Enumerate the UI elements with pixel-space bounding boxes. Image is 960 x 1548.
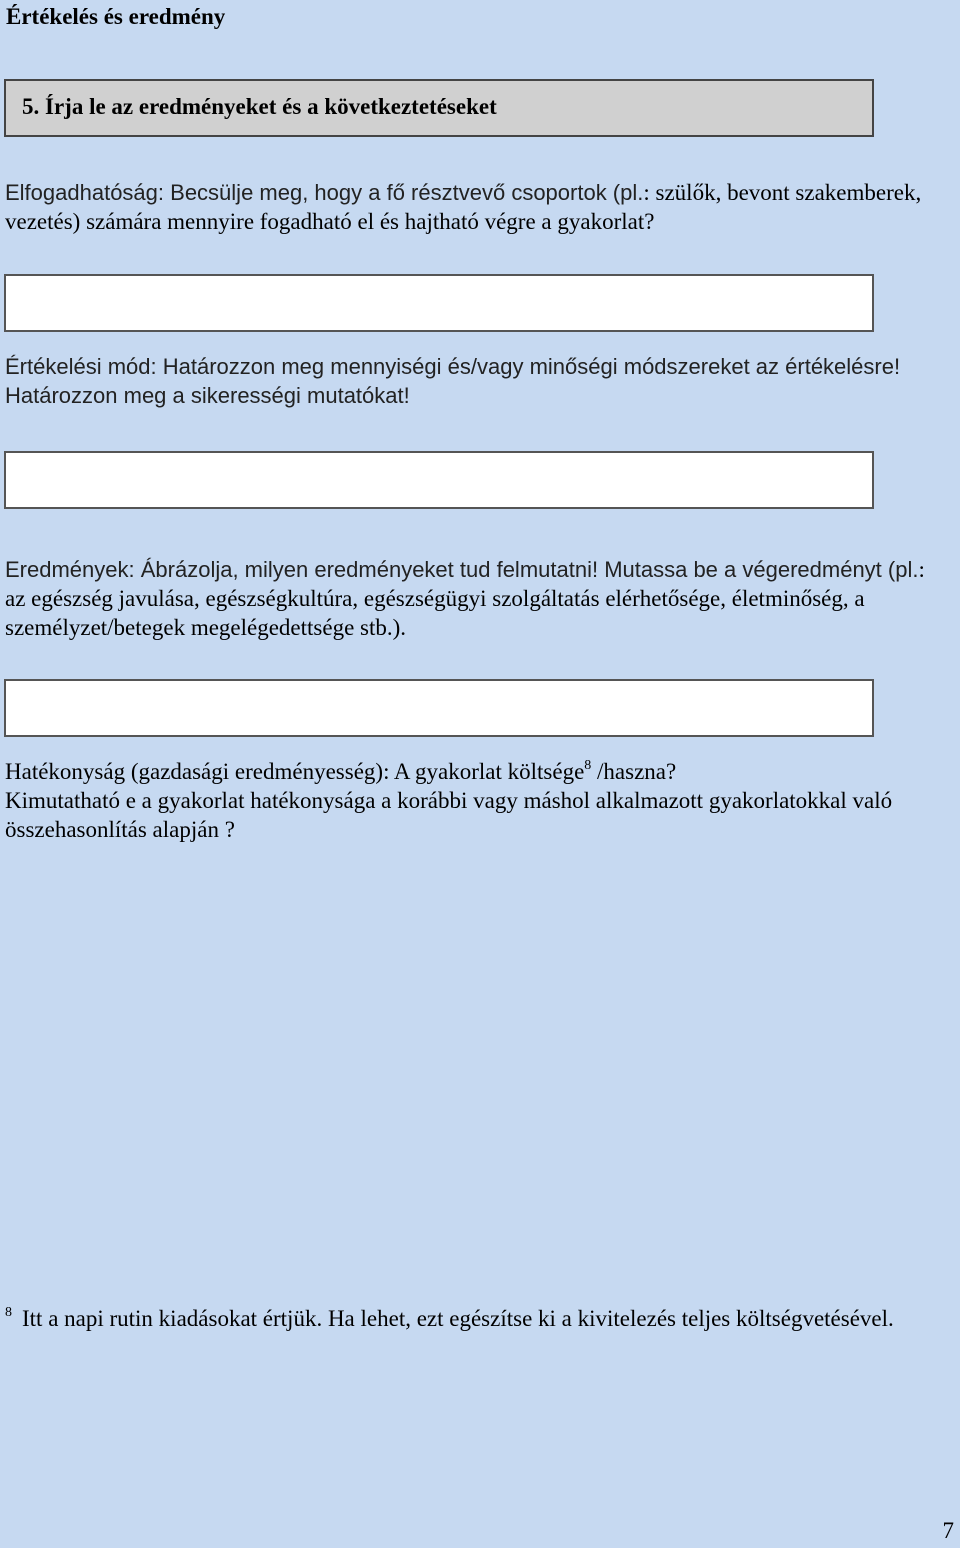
section-heading-box [4, 79, 874, 137]
page-number: 7 [942, 1518, 954, 1543]
footnote-mark: 8 [5, 1305, 12, 1320]
question-efficiency-line1: Hatékonyság (gazdasági eredményesség): A gyakorlat költsége [5, 759, 585, 784]
footnote [5, 1304, 905, 1333]
question-efficiency-line2: Kimutatható e a gyakorlat hatékonysága a korábbi vagy máshol alkalmazott gyakorlatokkal való összehasonlítás alapján ? [5, 788, 893, 842]
section-title: Értékelés és eredmény [6, 4, 226, 29]
question-results [5, 555, 945, 642]
question-acceptability-label: Elfogadhatóság: [5, 180, 165, 205]
answer-results-field[interactable] [4, 679, 874, 737]
answer-acceptability-field[interactable] [4, 274, 874, 332]
question-efficiency-line1-end: /haszna? [591, 759, 677, 784]
question-results-text-cont: : az egészség javulása, egészségkultúra, egészségügyi szolgáltatás elérhetősége, életminőség, a személyzet/betegek megelégedettsége stb.). [5, 557, 925, 640]
question-efficiency [5, 757, 945, 844]
question-evaluation-method-text: Határozzon meg mennyiségi és/vagy minőségi módszereket az értékelésre! Határozzon meg a sikerességi mutatókat! [5, 354, 901, 408]
question-acceptability [5, 178, 945, 236]
section-heading: 5. Írja le az eredményeket és a következtetéseket [22, 94, 497, 119]
question-evaluation-method [5, 352, 945, 410]
question-evaluation-method-label: Értékelési mód: [5, 354, 157, 379]
answer-evaluation-method-field[interactable] [4, 451, 874, 509]
question-results-text: Ábrázolja, milyen eredményeket tud felmutatni! Mutassa be a végeredményt (pl. [134, 557, 919, 582]
question-acceptability-text-cont: : szülők, bevont szakemberek, vezetés) számára mennyire fogadható el és hajtható végre a gyakorlat? [5, 180, 922, 234]
footnote-text: Itt a napi rutin kiadásokat értjük. Ha lehet, ezt egészítse ki a kivitelezés teljes költségvetésével. [22, 1306, 894, 1331]
footnote-reference[interactable]: 8 [584, 758, 592, 773]
question-results-label: Eredmények: [5, 557, 135, 582]
question-acceptability-text: Becsülje meg, hogy a fő résztvevő csoportok (pl. [164, 180, 644, 205]
